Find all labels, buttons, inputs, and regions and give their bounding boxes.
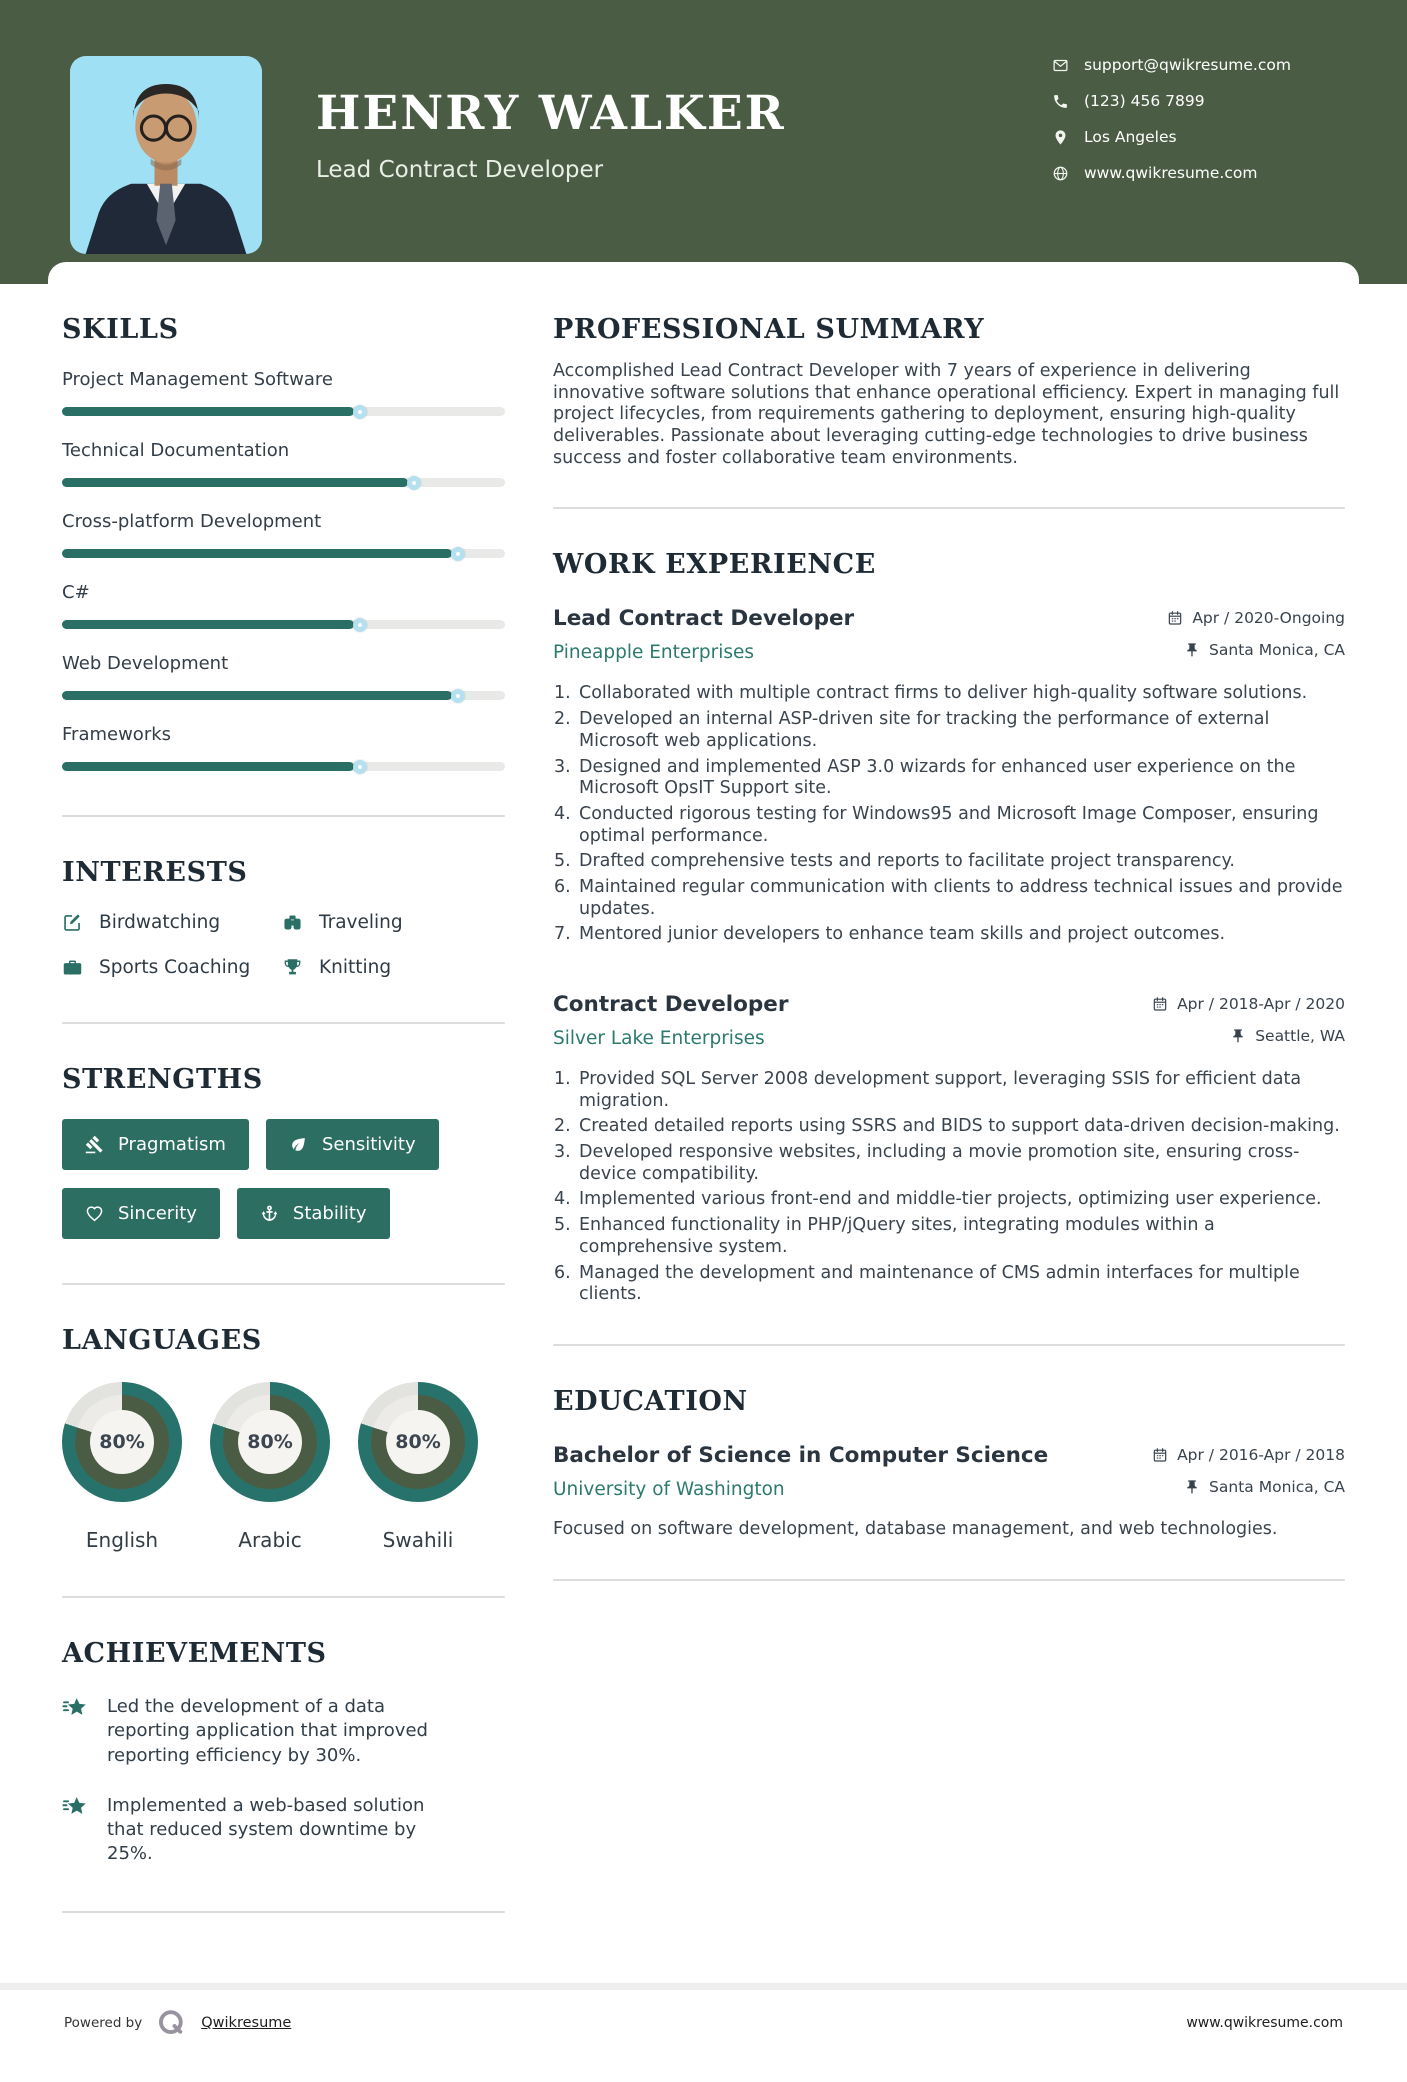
job-location-text: Santa Monica, CA <box>1209 641 1345 660</box>
job-dates-text: Apr / 2018-Apr / 2020 <box>1177 995 1345 1013</box>
contact-phone-text: (123) 456 7899 <box>1084 92 1205 110</box>
slider-thumb[interactable] <box>353 405 367 419</box>
job-bullet: Enhanced functionality in PHP/jQuery sites, integrating modules within a comprehensive system. <box>579 1215 1215 1257</box>
strength-chip <box>237 1188 390 1239</box>
school-name: University of Washington <box>553 1478 785 1500</box>
skill-label: C# <box>62 582 90 603</box>
skills-section <box>62 314 505 771</box>
language-label: Swahili <box>382 1528 454 1552</box>
language-donut <box>62 1382 182 1502</box>
degree-title: Bachelor of Science in Computer Science <box>553 1442 1049 1468</box>
strength-chip <box>62 1188 220 1239</box>
person-name: HENRY WALKER <box>316 86 786 141</box>
job-location <box>1167 641 1345 659</box>
slider-thumb[interactable] <box>451 547 465 561</box>
job-bullet: Maintained regular communication with clients to address technical issues and provide updates. <box>579 876 1343 919</box>
skill-label: Project Management Software <box>62 369 333 390</box>
strengths-heading: STRENGTHS <box>62 1064 263 1095</box>
job-bullet: Implemented various front-end and middle-tier projects, optimizing user experience. <box>579 1189 1322 1210</box>
language-label: English <box>85 1528 159 1552</box>
star-icon <box>62 1695 89 1722</box>
strength-chip <box>266 1119 439 1170</box>
job-bullet: Collaborated with multiple contract firms to deliver high-quality software solutions. <box>579 683 1308 704</box>
strength-label: Stability <box>292 1203 367 1224</box>
binoculars-icon <box>282 912 303 933</box>
footer <box>64 2007 1343 2082</box>
education-heading: EDUCATION <box>553 1385 748 1417</box>
education-location-text: Santa Monica, CA <box>1209 1477 1345 1496</box>
skill-label: Web Development <box>62 653 229 674</box>
skill-slider[interactable] <box>62 549 505 558</box>
globe-icon <box>1052 165 1069 182</box>
work-experience-section <box>553 549 1345 1305</box>
languages-heading: LANGUAGES <box>62 1325 262 1356</box>
skill-item <box>62 511 505 558</box>
job-bullet: Developed responsive websites, including a movie promotion site, ensuring cross-device compatibility. <box>579 1142 1300 1184</box>
skills-heading: SKILLS <box>62 314 179 345</box>
summary-heading: PROFESSIONAL SUMMARY <box>553 314 985 345</box>
contact-info <box>1052 56 1291 182</box>
location-icon <box>1052 129 1069 146</box>
skill-slider[interactable] <box>62 762 505 771</box>
sidebar <box>62 314 505 1953</box>
job-bullet: Drafted comprehensive tests and reports to facilitate project transparency. <box>579 851 1235 872</box>
job-dates <box>1152 995 1345 1013</box>
contact-location-text: Los Angeles <box>1084 128 1177 146</box>
qwikresume-link[interactable]: Qwikresume <box>201 2015 292 2032</box>
section-divider <box>62 1911 505 1913</box>
contact-phone <box>1052 92 1291 110</box>
powered-by-label: Powered by <box>64 2015 143 2032</box>
anchor-icon <box>260 1204 279 1223</box>
strength-chip <box>62 1119 249 1170</box>
language-donut <box>210 1382 330 1502</box>
interest-label: Knitting <box>319 957 392 978</box>
skill-item <box>62 724 505 771</box>
footer-website: www.qwikresume.com <box>1186 2015 1343 2032</box>
skill-slider[interactable] <box>62 478 505 487</box>
job-bullet: Provided SQL Server 2008 development support, leveraging SSIS for efficient data migration. <box>579 1069 1302 1111</box>
gavel-icon <box>85 1135 104 1154</box>
header <box>0 0 1407 284</box>
summary-section <box>553 314 1345 469</box>
language-item <box>62 1382 182 1552</box>
section-divider <box>553 1344 1345 1346</box>
language-percent: 80% <box>238 1410 302 1474</box>
main-content <box>553 314 1345 1953</box>
interest-item <box>62 912 282 933</box>
skill-slider-fill <box>62 762 354 771</box>
language-donut-inner-ring <box>371 1395 465 1489</box>
job-title: Contract Developer <box>553 992 789 1017</box>
calendar-icon <box>1152 1447 1168 1463</box>
profile-photo-illustration <box>70 56 262 254</box>
skill-label: Cross-platform Development <box>62 511 322 532</box>
pushpin-icon <box>1184 1479 1200 1495</box>
email-icon <box>1052 57 1069 74</box>
profile-photo <box>70 56 262 254</box>
calendar-icon <box>1152 996 1168 1012</box>
skill-slider-fill <box>62 620 354 629</box>
skill-slider[interactable] <box>62 407 505 416</box>
calendar-icon <box>1167 610 1183 626</box>
section-divider <box>62 815 505 817</box>
achievement-item <box>62 1695 505 1768</box>
trophy-icon <box>282 957 303 978</box>
skill-slider-fill <box>62 478 408 487</box>
job-entry <box>553 606 1345 946</box>
person-title: Lead Contract Developer <box>316 157 604 183</box>
contact-email-text: support@qwikresume.com <box>1084 56 1291 74</box>
achievements-section <box>62 1638 505 1867</box>
leaf-icon <box>289 1135 308 1154</box>
pushpin-icon <box>1184 642 1200 658</box>
skill-slider-fill <box>62 549 452 558</box>
interest-label: Sports Coaching <box>99 957 251 978</box>
section-divider <box>553 1579 1345 1581</box>
job-bullet: Developed an internal ASP-driven site for tracking the performance of external Microsoft web applications. <box>579 709 1270 751</box>
skill-slider-fill <box>62 407 354 416</box>
job-bullet-list <box>553 1069 1345 1306</box>
job-dates <box>1167 609 1345 627</box>
edit-icon <box>62 912 83 933</box>
language-percent: 80% <box>386 1410 450 1474</box>
skill-slider[interactable] <box>62 691 505 700</box>
education-dates-text: Apr / 2016-Apr / 2018 <box>1177 1445 1345 1464</box>
contact-email <box>1052 56 1291 74</box>
slider-thumb[interactable] <box>353 618 367 632</box>
strength-label: Sincerity <box>118 1203 197 1224</box>
skill-item <box>62 440 505 487</box>
achievement-item <box>62 1794 505 1867</box>
phone-icon <box>1052 93 1069 110</box>
content-sheet <box>48 262 1359 2082</box>
interest-label: Traveling <box>319 912 403 933</box>
achievement-text: Implemented a web-based solution that reduced system downtime by 25%. <box>107 1794 425 1865</box>
page-bottom-edge <box>0 1983 1407 1990</box>
job-dates-text: Apr / 2020-Ongoing <box>1192 609 1345 628</box>
contact-location <box>1052 128 1291 146</box>
interest-label: Birdwatching <box>99 912 221 933</box>
interests-section <box>62 857 505 978</box>
slider-thumb[interactable] <box>353 760 367 774</box>
job-bullet: Mentored junior developers to enhance team skills and project outcomes. <box>579 924 1226 945</box>
job-bullet: Created detailed reports using SSRS and BIDS to support data-driven decision-making. <box>579 1116 1340 1137</box>
qwikresume-logo-icon <box>155 2007 188 2040</box>
briefcase-icon <box>62 957 83 978</box>
job-bullet: Conducted rigorous testing for Windows95 and Microsoft Image Composer, ensuring optimal performance. <box>579 803 1319 846</box>
language-item <box>358 1382 478 1552</box>
heart-icon <box>85 1204 104 1223</box>
pushpin-icon <box>1230 1028 1246 1044</box>
section-divider <box>553 507 1345 509</box>
language-donut-inner-ring <box>223 1395 317 1489</box>
interest-item <box>282 957 505 978</box>
job-bullet: Designed and implemented ASP 3.0 wizards for enhanced user experience on the Microsoft OpsIT Support site. <box>579 756 1296 799</box>
languages-section <box>62 1325 505 1552</box>
skill-slider-fill <box>62 691 452 700</box>
language-item <box>210 1382 330 1552</box>
section-divider <box>62 1283 505 1285</box>
skill-slider[interactable] <box>62 620 505 629</box>
interests-heading: INTERESTS <box>62 857 248 888</box>
strength-label: Pragmatism <box>118 1134 226 1155</box>
skill-item <box>62 369 505 416</box>
language-donut-inner-ring <box>75 1395 169 1489</box>
language-label: Arabic <box>238 1528 302 1552</box>
slider-thumb[interactable] <box>451 689 465 703</box>
contact-website-text: www.qwikresume.com <box>1084 164 1258 182</box>
contact-website <box>1052 164 1291 182</box>
achievement-text: Led the development of a data reporting application that improved reporting efficiency by 30%. <box>107 1696 428 1766</box>
achievements-heading: ACHIEVEMENTS <box>62 1638 327 1669</box>
strength-label: Sensitivity <box>321 1134 416 1155</box>
interest-item <box>282 912 505 933</box>
education-description: Focused on software development, database management, and web technologies. <box>553 1518 1278 1539</box>
interest-item <box>62 957 282 978</box>
skill-label: Frameworks <box>62 724 172 745</box>
job-company: Pineapple Enterprises <box>553 642 755 664</box>
job-location-text: Seattle, WA <box>1255 1027 1345 1045</box>
skill-item <box>62 582 505 629</box>
summary-text: Accomplished Lead Contract Developer with 7 years of experience in delivering innovative software solutions that enhance operational efficiency. Expert in managing full project lifecycles, from requirements gathering to deployment, ensuring high-quality deliverables. Passionate about leveraging cutting-edge technologies to drive business success and foster collaborative team environments. <box>553 361 1340 468</box>
star-icon <box>62 1794 89 1821</box>
job-bullet-list <box>553 683 1345 946</box>
job-bullet: Managed the development and maintenance of CMS admin interfaces for multiple clients. <box>579 1262 1300 1305</box>
job-title: Lead Contract Developer <box>553 606 855 632</box>
skill-label: Technical Documentation <box>62 440 290 461</box>
strengths-section <box>62 1064 505 1239</box>
job-entry <box>553 992 1345 1306</box>
section-divider <box>62 1596 505 1598</box>
education-section <box>553 1386 1345 1541</box>
skill-item <box>62 653 505 700</box>
job-company: Silver Lake Enterprises <box>553 1028 765 1049</box>
education-location <box>1152 1478 1345 1496</box>
language-donut <box>358 1382 478 1502</box>
slider-thumb[interactable] <box>407 476 421 490</box>
job-location <box>1152 1027 1345 1045</box>
work-experience-heading: WORK EXPERIENCE <box>553 549 876 581</box>
language-percent: 80% <box>90 1410 154 1474</box>
education-dates <box>1152 1446 1345 1464</box>
section-divider <box>62 1022 505 1024</box>
